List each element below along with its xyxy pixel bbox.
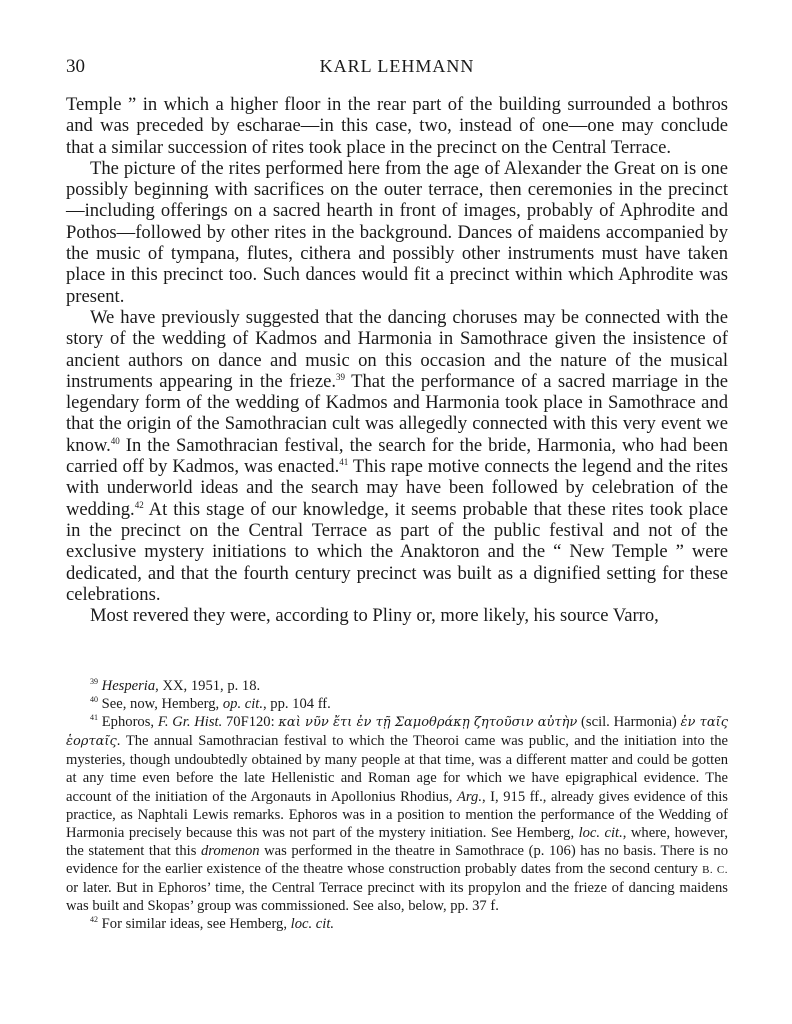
paragraph-3 <box>66 307 728 605</box>
footnote-ref-41[interactable]: 41 <box>339 457 349 468</box>
paragraph-3-text-e: At this stage of our knowledge, it seems probable that these rites took place in the precinct on the Central Terrace as part of the public festival and not of the exclusive mystery initiations to which the Anaktoron and the “ New Temple ” were dedicated, and that the fourth century precinct was built as a dignified setting for these celebrations. <box>66 498 728 605</box>
footnote-ref-42[interactable]: 42 <box>134 499 144 510</box>
footnote-number: 41 <box>90 713 98 723</box>
paragraph-3-text-b: That the performance of a sacred marriage in the legendary form of the wedding of Kadmos and Harmonia took place in Samothrace and that the origin of the Samothracian cult was allegedly connected with this very event we know. <box>66 370 728 456</box>
footnote-40-citation: op. cit. <box>222 696 263 713</box>
footnote-41-text-1: . The annual Samothracian festival to which the Theoroi came was public, and the initiation into the mysteries, though undoubtedly obtained by many people at that time, was a different matter and could be gotten at any time even before the late Hellenistic and Roman age for which we have epigraphical evidence. The account of the initiation of the Argonauts in Apollonius Rhodius, <box>66 733 728 805</box>
footnote-41-greek-quote-2: ἐν ταῖς ἑορταῖς <box>66 715 729 750</box>
footnote-41-ref: 70F120: <box>222 714 279 731</box>
page-number: 30 <box>66 56 85 77</box>
footnote-41 <box>66 713 728 915</box>
footnote-ref-40[interactable]: 40 <box>110 435 120 446</box>
footnote-number: 39 <box>90 677 98 686</box>
paragraph-2: The picture of the rites performed here from the age of Alexander the Great on is one possibly beginning with sacrifices on the outer terrace, then ceremonies in the precinct—including offerings on a sacred hearth in front of images, probably of Aphrodite and Pothos—followed by other rites in the background. Dances of maidens accompanied by the music of tympana, flutes, cithera and possibly other instruments must have taken place in this precinct too. Such dances would fit a precinct within which Aphrodite was present. <box>66 157 728 307</box>
footnote-ref-39[interactable]: 39 <box>336 371 346 382</box>
running-head: KARL LEHMANN <box>319 56 475 76</box>
footnote-number: 42 <box>90 915 98 925</box>
footnote-41-author: Ephoros, <box>101 714 158 731</box>
footnote-39-journal: Hesperia <box>101 678 156 694</box>
footnotes <box>66 677 728 933</box>
footnote-41-text-5: or later. But in Ephoros’ time, the Central Terrace precinct with its propylon and the frieze of dancing maidens was built and Skopas’ group was commissioned. See also, below, pp. 37 f. <box>66 880 728 915</box>
footnote-41-paren: (scil. Harmonia) <box>577 714 681 731</box>
footnote-41-text-2: , I, 915 ff., already gives evidence of this practice, as Naphtali Lewis remarks. Ephoros was in a position to mention the performance of the Wedding of Harmonia precisely because this was not part of the mystery initiation. See Hemberg, <box>66 788 728 841</box>
footnote-41-bc: B. C. <box>702 863 728 876</box>
footnote-number: 40 <box>90 695 98 705</box>
paragraph-3-text-c: In the Samothracian festival, the search for the bride, Harmonia, who had been carried off by Kadmos, was enacted. <box>66 434 728 478</box>
footnote-41-greek-quote: καὶ νῦν ἔτι ἐν τῇ Σαμοθράκῃ ζητοῦσιν αὐτὴν <box>278 715 578 731</box>
footnote-39 <box>66 677 728 695</box>
footnote-39-text: , XX, 1951, p. 18. <box>155 678 261 694</box>
page-header <box>66 56 728 82</box>
footnote-41-work: F. Gr. Hist. <box>157 714 223 731</box>
footnote-40 <box>66 695 728 713</box>
paragraph-1: Temple ” in which a higher floor in the rear part of the building surrounded a bothros and was preceded by escharae—in this case, two, instead of one—one may conclude that a similar succession of rites took place in the precinct on the Central Terrace. <box>66 94 728 158</box>
footnote-41-text-4: was performed in the theatre in Samothrace (p. 106) has no basis. There is no evidence for the earlier existence of the theatre whose construction probably dates from the second century <box>66 842 728 877</box>
footnote-41-text-3: , where, however, the statement that this <box>66 824 728 859</box>
paragraph-3-text-d: This rape motive connects the legend and the rites with underworld ideas and the search may have been followed by celebration of the wedding. <box>66 456 728 520</box>
footnote-42-text: For similar ideas, see Hemberg, <box>101 916 291 933</box>
paragraph-4: Most revered they were, according to Pliny or, more likely, his source Varro, <box>90 605 659 627</box>
footnote-42-citation: loc. cit. <box>290 916 335 933</box>
footnote-41-loc-cit: loc. cit. <box>578 824 623 841</box>
footnote-40-text-post: , pp. 104 ff. <box>262 696 331 713</box>
footnote-41-dromenon: dromenon <box>200 842 260 859</box>
footnote-42 <box>66 915 728 933</box>
body-text <box>66 94 728 626</box>
footnote-41-arg: Arg. <box>456 788 482 805</box>
footnote-40-text-pre: See, now, Hemberg, <box>101 696 223 713</box>
paragraph-3-text-a: We have previously suggested that the dancing choruses may be connected with the story of the wedding of Kadmos and Harmonia in Samothrace given the insistence of ancient authors on dance and music on this occasion and the nature of the musical instruments appearing in the frieze. <box>66 306 728 392</box>
